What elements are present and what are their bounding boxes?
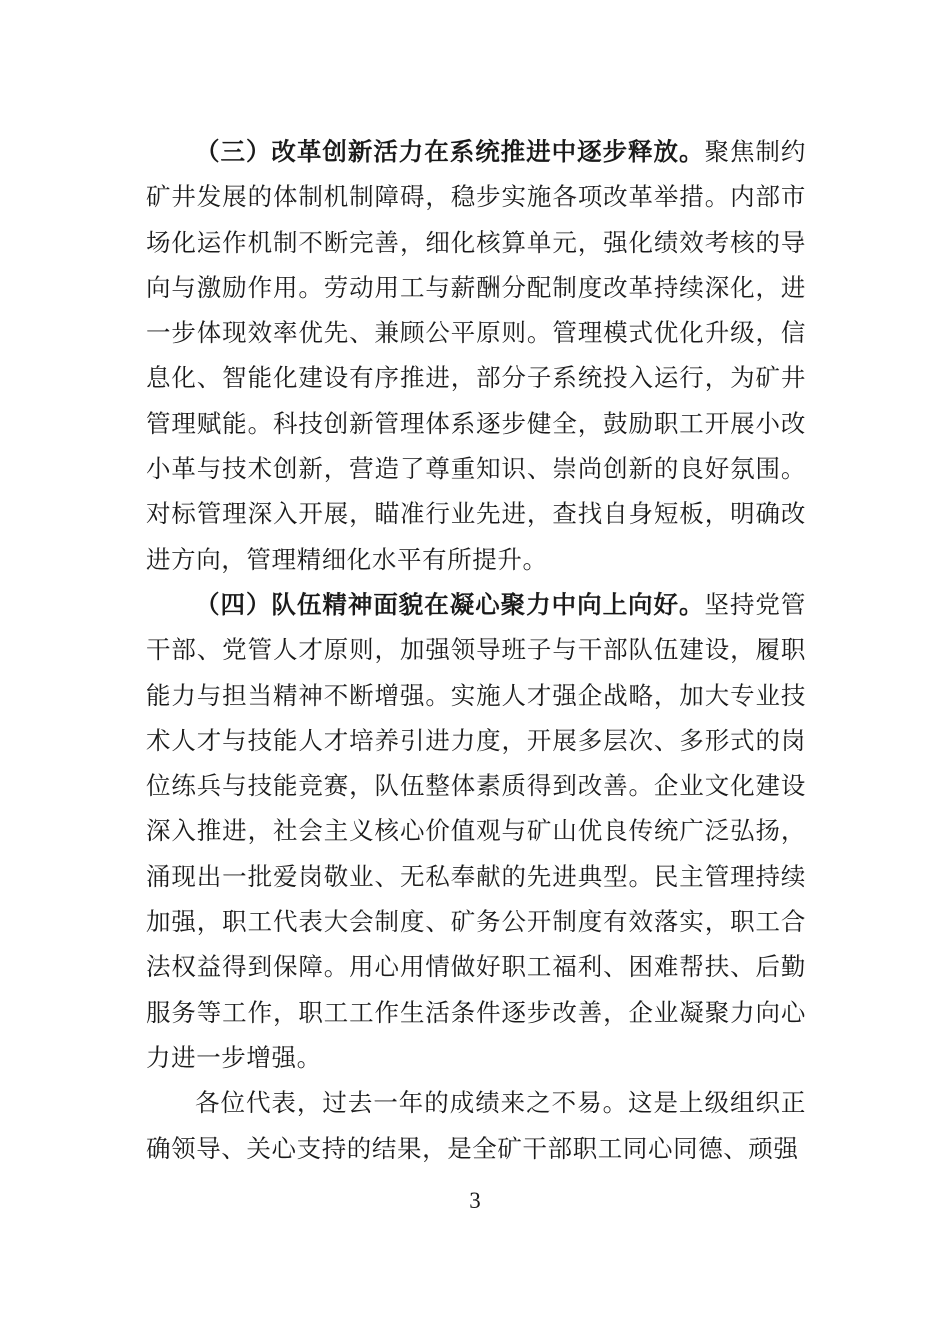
paragraph-team-spirit <box>146 582 806 1080</box>
paragraph-body: 各位代表，过去一年的成绩来之不易。这是上级组织正确领导、关心支持的结果，是全矿干部职工同心同德、顽强 <box>146 1088 806 1163</box>
paragraph-summary <box>146 1080 806 1171</box>
body-text <box>146 129 806 1171</box>
paragraph-heading: （三）改革创新活力在系统推进中逐步释放。 <box>195 137 705 166</box>
paragraph-body: 聚焦制约矿井发展的体制机制障碍，稳步实施各项改革举措。内部市场化运作机制不断完善，细化核算单元，强化绩效考核的导向与激励作用。劳动用工与薪酬分配制度改革持续深化，进一步体现效率优先、兼顾公平原则。管理模式优化升级，信息化、智能化建设有序推进，部分子系统投入运行，为矿井管理赋能。科技创新管理体系逐步健全，鼓励职工开展小改小革与技术创新，营造了尊重知识、崇尚创新的良好氛围。对标管理深入开展，瞄准行业先进，查找自身短板，明确改进方向，管理精细化水平有所提升。 <box>146 137 807 574</box>
paragraph-heading: （四）队伍精神面貌在凝心聚力中向上向好。 <box>195 589 705 619</box>
paragraph-body: 坚持党管干部、党管人才原则，加强领导班子与干部队伍建设，履职能力与担当精神不断增强。实施人才强企战略，加大专业技术人才与技能人才培养引进力度，开展多层次、多形式的岗位练兵与技能竞赛，队伍整体素质得到改善。企业文化建设深入推进，社会主义核心价值观与矿山优良传统广泛弘扬，涌现出一批爱岗敬业、无私奉献的先进典型。民主管理持续加强，职工代表大会制度、矿务公开制度有效落实，职工合法权益得到保障。用心用情做好职工福利、困难帮扶、后勤服务等工作，职工工作生活条件逐步改善，企业凝聚力向心力进一步增强。 <box>146 589 807 1072</box>
paragraph-reform-innovation <box>146 129 806 582</box>
page-number: 3 <box>469 1188 481 1213</box>
